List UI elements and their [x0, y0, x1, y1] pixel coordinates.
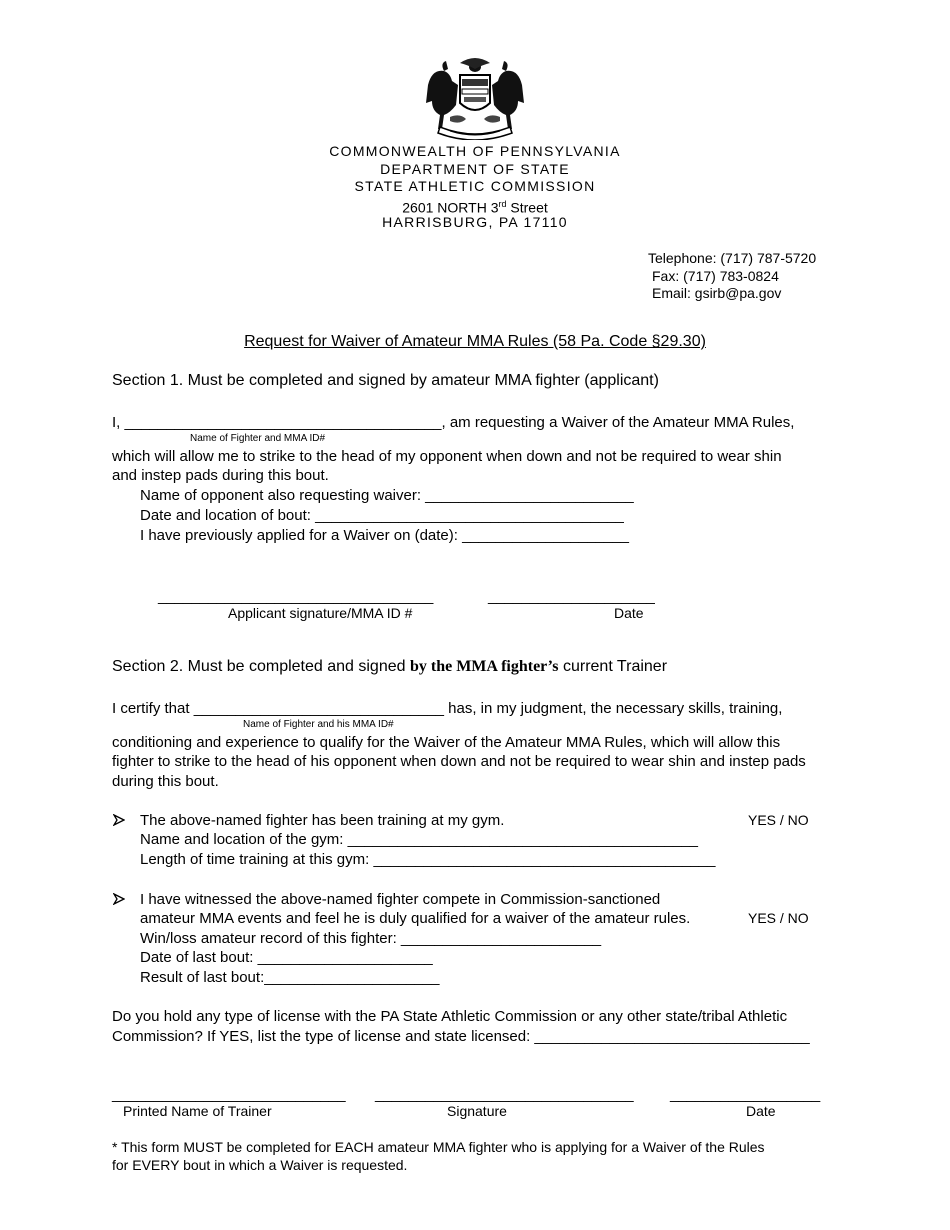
bullet1-statement: The above-named fighter has been training at my gym.: [140, 812, 505, 829]
bullet1-training-length-field[interactable]: Length of time training at this gym: _________________________________________: [140, 851, 716, 868]
bullet2-statement-line2: amateur MMA events and feel he is duly qualified for a waiver of the amateur rules.: [140, 910, 691, 927]
contact-email: Email: gsirb@pa.gov: [652, 285, 782, 301]
license-question-line1: Do you hold any type of license with the PA State Athletic Commission or any other state/tribal Athletic: [112, 1008, 788, 1025]
arrowhead-bullet-icon: [113, 814, 125, 826]
trainer-signature-label: Signature: [447, 1103, 507, 1119]
section1-date-label: Date: [614, 605, 644, 621]
section2-paragraph-line3: during this bout.: [112, 773, 219, 790]
bullet1-yes-no[interactable]: YES / NO: [748, 812, 809, 828]
license-question-line2[interactable]: Commission? If YES, list the type of license and state licensed: _________________________________: [112, 1028, 810, 1045]
agency-city: HARRISBURG, PA 17110: [382, 214, 568, 230]
section1-fighter-name-line[interactable]: I, ______________________________________, am requesting a Waiver of the Amateur MMA Rules,: [112, 414, 795, 431]
trainer-printed-name-line[interactable]: ____________________________: [112, 1086, 346, 1103]
form-title: Request for Waiver of Amateur MMA Rules (58 Pa. Code §29.30): [244, 333, 706, 350]
bullet2-record-field[interactable]: Win/loss amateur record of this fighter: ________________________: [140, 930, 602, 947]
footnote-line2: for EVERY bout in which a Waiver is requested.: [112, 1157, 408, 1173]
section1-previous-waiver-field[interactable]: I have previously applied for a Waiver on (date): ____________________: [140, 527, 629, 544]
trainer-date-line[interactable]: __________________: [670, 1086, 821, 1103]
agency-commonwealth: COMMONWEALTH OF PENNSYLVANIA: [329, 143, 621, 159]
section2-heading: Section 2. Must be completed and signed by the MMA fighter’s current Trainer: [112, 658, 668, 675]
trainer-printed-name-label: Printed Name of Trainer: [123, 1103, 272, 1119]
agency-department: DEPARTMENT OF STATE: [380, 161, 570, 177]
section2-paragraph-line1: conditioning and experience to qualify for the Waiver of the Amateur MMA Rules, which will allow this: [112, 734, 781, 751]
trainer-date-label: Date: [746, 1103, 776, 1119]
section1-paragraph-line1: which will allow me to strike to the head of my opponent when down and not be required to wear shin: [112, 448, 782, 465]
section1-signature-line[interactable]: _________________________________: [158, 588, 434, 605]
agency-commission: STATE ATHLETIC COMMISSION: [354, 178, 596, 194]
trainer-signature-line[interactable]: _______________________________: [375, 1086, 634, 1103]
section1-signature-label: Applicant signature/MMA ID #: [228, 605, 413, 621]
bullet2-last-bout-result-field[interactable]: Result of last bout:_____________________: [140, 969, 440, 986]
section2-fighter-name-caption: Name of Fighter and his MMA ID#: [243, 719, 394, 730]
contact-telephone: Telephone: (717) 787-5720: [648, 250, 817, 266]
section1-date-location-field[interactable]: Date and location of bout: _____________________________________: [140, 507, 624, 524]
section2-certify-line[interactable]: I certify that ______________________________ has, in my judgment, the necessary skills, training,: [112, 700, 783, 717]
section1-fighter-name-caption: Name of Fighter and MMA ID#: [190, 433, 326, 444]
section1-opponent-field[interactable]: Name of opponent also requesting waiver: _________________________: [140, 487, 634, 504]
pennsylvania-seal-icon: [420, 55, 530, 140]
agency-street-address: 2601 NORTH 3rd Street: [402, 199, 548, 216]
section1-paragraph-line2: and instep pads during this bout.: [112, 467, 329, 484]
bullet2-last-bout-date-field[interactable]: Date of last bout: _____________________: [140, 949, 433, 966]
footnote-line1: * This form MUST be completed for EACH amateur MMA fighter who is applying for a Waiver of the Rules: [112, 1139, 765, 1155]
section1-heading: Section 1. Must be completed and signed by amateur MMA fighter (applicant): [112, 372, 659, 389]
section2-paragraph-line2: fighter to strike to the head of his opponent when down and not be required to wear shin and instep pads: [112, 753, 806, 770]
arrowhead-bullet-icon: [113, 893, 125, 905]
bullet2-yes-no[interactable]: YES / NO: [748, 910, 809, 926]
contact-fax: Fax: (717) 783-0824: [652, 268, 779, 284]
bullet2-statement-line1: I have witnessed the above-named fighter compete in Commission-sanctioned: [140, 891, 661, 908]
section1-date-line[interactable]: ____________________: [488, 588, 655, 605]
bullet1-gym-field[interactable]: Name and location of the gym: __________________________________________: [140, 831, 698, 848]
